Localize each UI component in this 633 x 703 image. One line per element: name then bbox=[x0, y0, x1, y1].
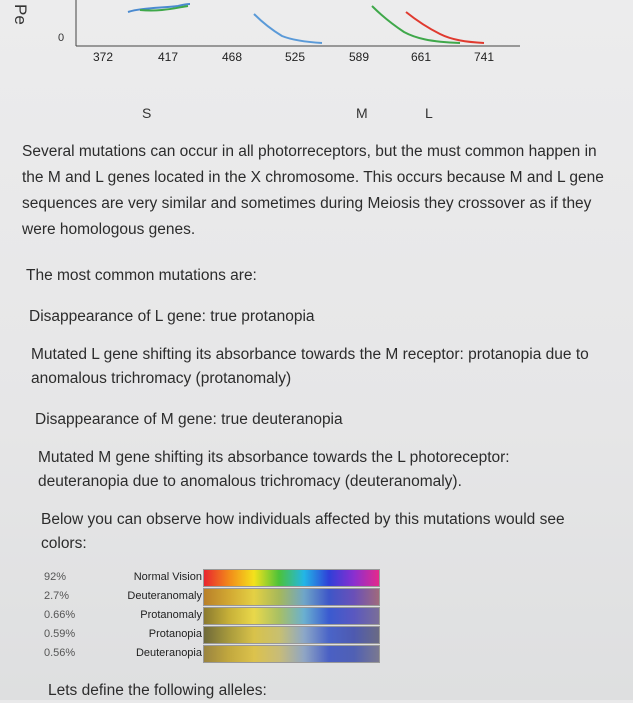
spectrum-bar bbox=[203, 626, 380, 644]
vision-type: Deuteranomaly bbox=[127, 590, 202, 602]
spectrum-bar bbox=[203, 569, 380, 587]
color-vision-table bbox=[40, 568, 385, 668]
vision-row bbox=[40, 568, 385, 587]
vision-row bbox=[40, 606, 385, 625]
spectrum-bar bbox=[203, 588, 380, 606]
vision-row bbox=[40, 625, 385, 644]
intro-paragraph: Several mutations can occur in all photorreceptors, but the must common happen in the M and L genes located in the X chromosome. This occurs because M and L gene sequences are very similar and sometimes during Meiosis they crossover as if they were homologous genes. bbox=[22, 143, 604, 238]
vision-intro: Below you can observe how individuals affected by this mutations would see colors: bbox=[41, 511, 565, 552]
vision-percent: 0.59% bbox=[44, 628, 76, 640]
l-disappearance: Disappearance of L gene: true protanopia bbox=[29, 308, 315, 325]
vision-row bbox=[40, 587, 385, 606]
x-tick: 417 bbox=[158, 50, 179, 64]
vision-percent: 92% bbox=[44, 571, 67, 583]
l-mutation: Mutated L gene shifting its absorbance towards the M receptor: protanopia due to anomalous trichromacy (protanomaly) bbox=[31, 346, 589, 387]
define-alleles: Lets define the following alleles: bbox=[48, 682, 267, 699]
m-disappearance: Disappearance of M gene: true deuteranopia bbox=[35, 411, 343, 428]
vision-percent: 2.7% bbox=[44, 590, 70, 602]
vision-row bbox=[40, 644, 385, 663]
cone-label-m: M bbox=[356, 105, 368, 121]
x-tick: 661 bbox=[411, 50, 432, 64]
vision-type: Deuteranopia bbox=[135, 647, 202, 659]
m-curve bbox=[254, 14, 322, 43]
x-tick: 372 bbox=[93, 50, 114, 64]
cone-label-l: L bbox=[425, 105, 433, 121]
vision-type: Protanomaly bbox=[140, 609, 202, 621]
spectrum-bar bbox=[203, 645, 380, 663]
y-axis-zero: 0 bbox=[58, 32, 65, 44]
x-tick: 589 bbox=[349, 50, 370, 64]
x-tick: 468 bbox=[222, 50, 243, 64]
vision-percent: 0.56% bbox=[44, 647, 76, 659]
spectrum-bar bbox=[203, 607, 380, 625]
y-axis-label: Pe bbox=[11, 4, 30, 25]
vision-type: Normal Vision bbox=[133, 571, 202, 583]
m-mutation: Mutated M gene shifting its absorbance towards the L photoreceptor: deuteranopia due to anomalous trichromacy (deuteranomaly). bbox=[38, 449, 510, 490]
common-mutations-heading: The most common mutations are: bbox=[26, 267, 257, 284]
x-tick: 741 bbox=[474, 50, 495, 64]
cone-label-s: S bbox=[142, 105, 152, 121]
x-tick: 525 bbox=[285, 50, 306, 64]
vision-type: Protanopia bbox=[148, 628, 202, 640]
vision-percent: 0.66% bbox=[44, 609, 76, 621]
